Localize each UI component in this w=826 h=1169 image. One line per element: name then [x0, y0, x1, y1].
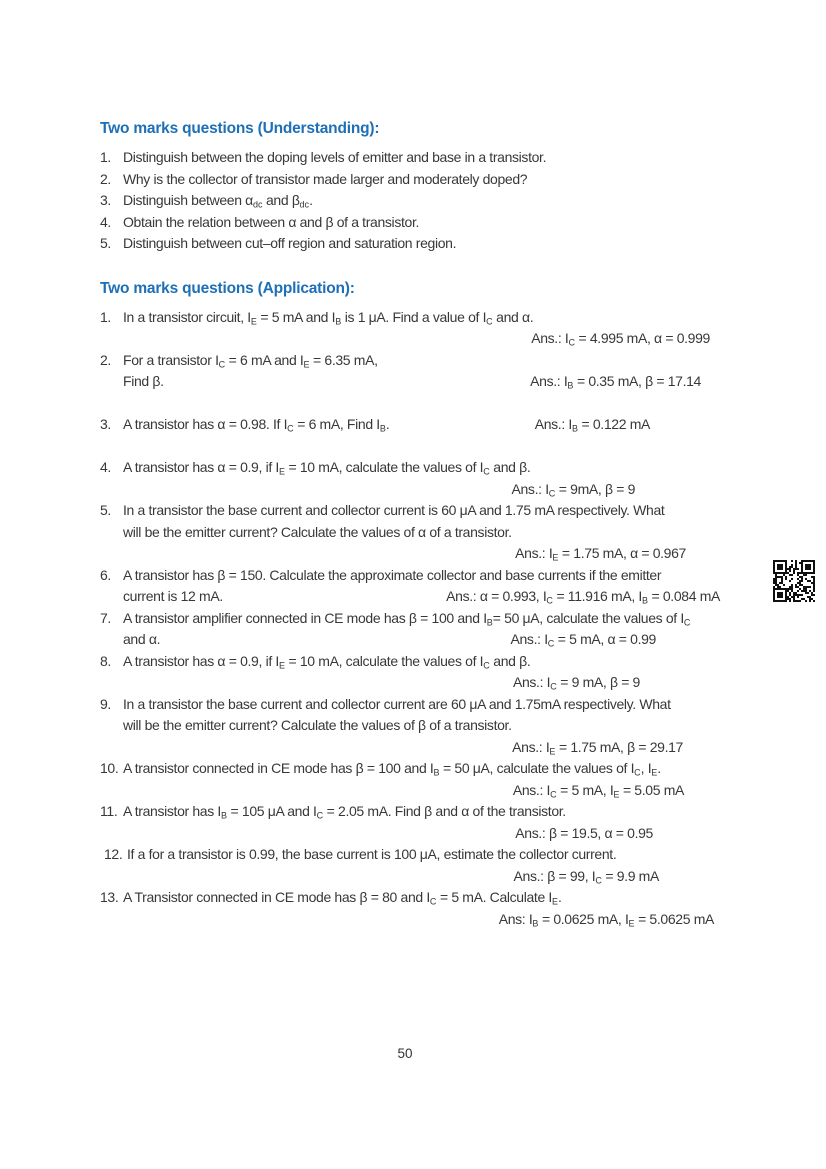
question-text: In a transistor the base current and collector current is 60 μA and 1.75 mA respectively. What will be the emitter current? Calculate the values of α of a transistor.: [123, 502, 665, 540]
question-text: In a transistor the base current and collector current are 60 μA and 1.75mA respectively. What will be the emitter current? Calculate the values of β of a transistor.: [123, 695, 671, 733]
answer-text: Ans.: $I_C = 9$ mA, β = 9: [512, 674, 640, 692]
question-text: A transistor has β = 150. Calculate the approximate collector and base currents if the emitter current is 12 mA.: [123, 566, 662, 604]
question-number: 13.: [100, 889, 119, 905]
question-item: [100, 651, 726, 694]
question-number: 8.: [100, 652, 111, 669]
answer-text: Ans.: $I_C = 4.995$ mA, α = 0.999: [531, 330, 710, 348]
question-number: 1.: [100, 149, 111, 165]
question-text: A transistor has α = 0.9, if $I_E = 10$ mA, calculate the values of $I_C$ and β.: [123, 652, 531, 670]
application-question-list: [100, 307, 726, 931]
question-number: 1.: [100, 308, 111, 325]
question-item: [100, 169, 726, 191]
answer-text: Ans.: $I_C = 9mA$, β = 9: [511, 480, 635, 498]
question-number: 5.: [100, 235, 111, 251]
question-item: [100, 758, 726, 801]
question-number: 9.: [100, 695, 111, 712]
question-number: 3.: [100, 416, 111, 432]
question-item: [100, 212, 726, 234]
answer-text: Ans: $I_B = 0.0625$ mA, $I_E = 5.0625$ mA: [498, 910, 714, 928]
question-item: [100, 608, 726, 651]
question-item: [100, 887, 726, 930]
question-item: [100, 233, 726, 255]
answer-text: Ans.: α = 0.993, $I_C = 11.916$ mA, $I_B = 0.084$ mA: [446, 588, 720, 606]
question-item: [100, 307, 726, 350]
question-item: [100, 694, 726, 759]
question-number: 5.: [100, 502, 111, 518]
question-number: 2.: [100, 351, 111, 368]
question-number: 3.: [100, 192, 111, 208]
page-number: 50: [397, 1046, 413, 1061]
question-item: [100, 801, 726, 844]
qr-code-image: [773, 560, 815, 602]
answer-text: Ans.: $I_E = 1.75$ mA, α = 0.967: [515, 545, 686, 563]
question-text: A transistor amplifier connected in CE mode has β = 100 and $I_B= 50$ μA, calculate the values of $I_C$ and α.: [123, 609, 691, 647]
question-text: A transistor has $I_B = 105$ μA and $I_C = 2.05$ mA. Find β and α of the transistor.: [123, 803, 566, 821]
answer-text: Ans.: β = 99, $I_C = 9.9$ mA: [513, 867, 659, 885]
answer-text: Ans.: β = 19.5, α = 0.95: [515, 824, 653, 841]
question-text: Distinguish between cut–off region and saturation region.: [123, 235, 457, 251]
answer-text: Ans.: $I_C = 5$ mA, α = 0.99: [510, 631, 656, 649]
answer-text: Ans.: $I_B = 0.35$ mA, β = 17.14: [530, 373, 701, 391]
question-item: [100, 350, 726, 393]
question-item: [100, 457, 726, 500]
question-text: If a for a transistor is 0.99, the base current is 100 μA, estimate the collector current.: [127, 846, 617, 862]
question-text: A transistor has α = 0.9, if $I_E = 10$ mA, calculate the values of $I_C$ and β.: [123, 459, 531, 477]
question-item: [104, 844, 726, 887]
question-text: A Transistor connected in CE mode has β = 80 and $I_C = 5$ mA. Calculate $I_E$.: [123, 889, 562, 907]
question-number: 2.: [100, 170, 111, 187]
question-item: [100, 500, 726, 565]
answer-text: Ans.: $I_B = 0.122$ mA: [534, 416, 650, 434]
question-item: [100, 190, 726, 212]
question-text: For a transistor $I_C = 6$ mA and $I_E = 6.35$ mA, Find β.: [123, 351, 378, 389]
section-heading-understanding: Two marks questions (Understanding):: [100, 120, 380, 137]
answer-text: Ans.: $I_E = 1.75$ mA, β = 29.17: [512, 738, 683, 756]
question-text: A transistor connected in CE mode has β = 100 and $I_B = 50$ μA, calculate the values of $I_C$, $I_E$.: [123, 760, 661, 778]
question-number: 7.: [100, 609, 111, 626]
question-item: [100, 565, 726, 608]
question-item: [100, 147, 726, 169]
question-number: 4.: [100, 459, 111, 475]
question-number: 4.: [100, 213, 111, 230]
answer-text: Ans.: $I_C = 5$ mA, $I_E = 5.05$ mA: [512, 781, 684, 799]
document-page: [100, 119, 726, 930]
question-text: In a transistor circuit, $I_E = 5$ mA and $I_B$ is 1 μA. Find a value of $I_C$ and α.: [123, 308, 534, 326]
question-number: 12.: [104, 846, 123, 862]
question-number: 11.: [100, 803, 118, 819]
question-text: Obtain the relation between α and β of a transistor.: [123, 213, 420, 230]
question-number: 10.: [100, 760, 119, 776]
question-item: [100, 414, 726, 436]
section-heading-application: Two marks questions (Application):: [100, 279, 355, 297]
question-text: Distinguish between $\alpha_{dc}$ and $\beta_{dc}$.: [123, 192, 313, 210]
question-number: 6.: [100, 566, 111, 583]
question-text: Why is the collector of transistor made larger and moderately doped?: [123, 170, 528, 187]
understanding-question-list: [100, 147, 726, 255]
question-text: A transistor has α = 0.98. If $I_C = 6$ mA, Find $I_B$.: [123, 416, 390, 434]
question-text: Distinguish between the doping levels of emitter and base in a transistor.: [123, 149, 547, 165]
